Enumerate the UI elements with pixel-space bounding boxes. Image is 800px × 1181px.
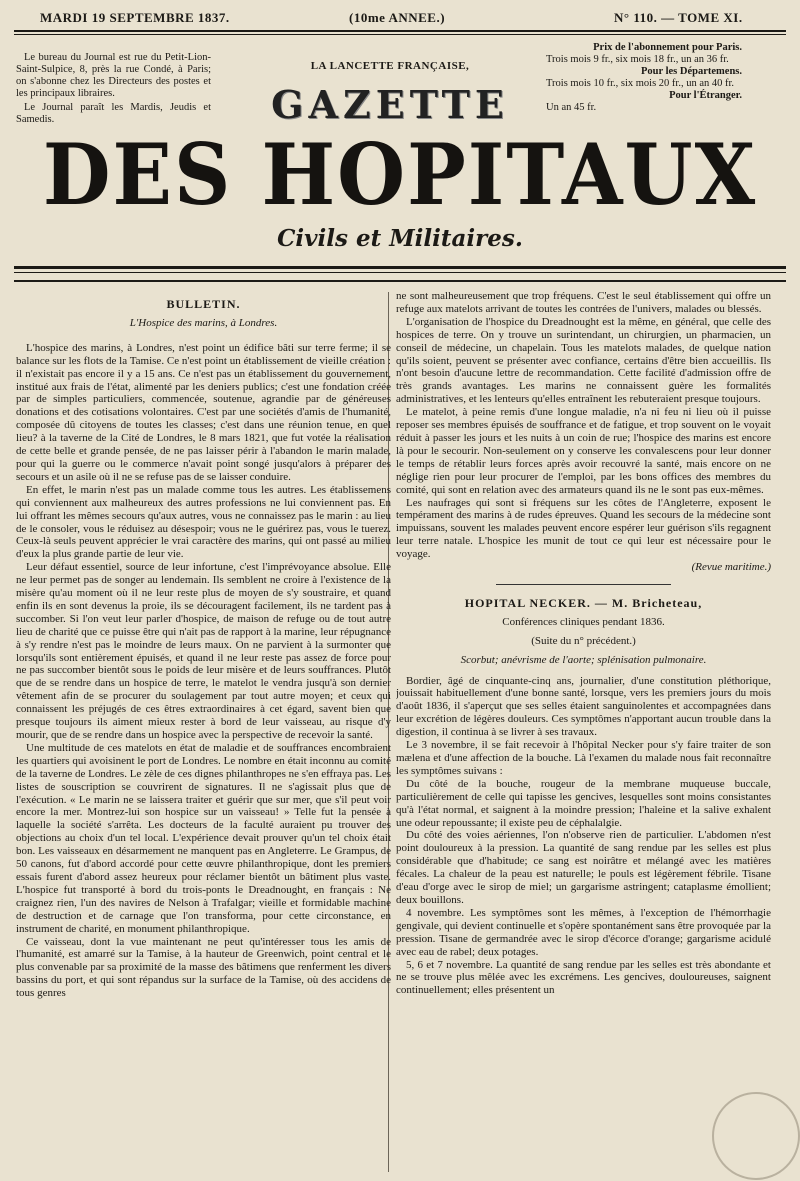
top-rule [14,30,786,32]
price-box [546,42,742,114]
bulletin-heading: BULLETIN. [166,297,241,311]
article-paragraph: 5, 6 et 7 novembre. La quantité de sang rendue par les selles est très abondante et ne se trouve plus mêlée avec les excrémens. Les gencives, douloureuses, saignent continuellement; elles présentent un [396,958,771,997]
dept-prices: Trois mois 10 fr., six mois 20 fr., un an 40 fr. [546,78,735,89]
section-topic: Scorbut; anévrisme de l'aorte; splénisation pulmonaire. [460,653,707,666]
article-paragraph: L'organisation de l'hospice du Dreadnought est la même, en général, que celle des hospices de terre. On y trouve un surintendant, un chirurgien, un pharmacien, un conseil de médecine, un chapelain. Tous les matelots malades, de quelque nation qu'ils soient, peuvent se présenter avec confiance, certains d'être bien accueillis. Ils n'ont besoin d'aucune lettre de recommandation. Cette facilité d'admission offre de très grands avantages. Les marins ne connaissent guère les formalités administratives, et les lenteurs qu'elles entraînent les rebuteraient presque toujours. [396,315,771,406]
article-paragraph: En effet, le marin n'est pas un malade comme tous les autres. Les établissemens qui conviennent aux malheureux des autres professions ne lui conviennent pas. En lui offrant les mêmes secours qu'aux autres, vous ne connaissez pas le marin : au lieu de le consoler, vous le réduisez au désespoir; vous ne le guérirez pas, vous le tuerez. Ceux-là seuls peuvent apprécier le vrai caractère des marins, qui ont passé au milieu d'eux la plus grande partie de leur vie. [16,483,391,561]
lancette-subtitle: LA LANCETTE FRANÇAISE, [310,60,470,72]
dept-price-title: Pour les Départemens. [641,66,742,77]
dateline [14,10,786,28]
article-paragraph: Ce vaisseau, dont la vue maintenant ne peut qu'intéresser tous les amis de l'humanité, est amarré sur la Tamise, à la hauteur de Greenwich, point central et le plus convenable par sa proximité de la masse des bâtimens que renferment les divers bassins du port, et qui sont répandus sur la surface de la Tamise, où des accidens de tous genres [16,935,391,1000]
issue-year: (10me ANNEE.) [349,10,446,25]
article-paragraph: Les naufrages qui sont si fréquens sur les côtes de l'Angleterre, exposent le tempérament des marins à de rudes épreuves. Quand les secours de la médecine sont impuissans, souvent les malades peuvent encore espérer leur guérison s'ils regagnent leur terre natale. L'hospice les munit de tout ce qui leur est nécessaire pour le voyage. [396,496,771,561]
section-subheading: Conférences cliniques pendant 1836. [502,615,665,628]
publication-days: Le Journal paraît les Mardis, Jeudis et Samedis. [16,102,211,125]
article-paragraph: Une multitude de ces matelots en état de maladie et de souffrances encombraient les quartiers qui avoisinent le port de Londres. Le nombre en était inconnu au comité de la taverne de Londres. Le zèle de ces dignes philanthropes ne s'en effraya pas. Les listes de souscription se couvrirent de signatures. Il ne s'agissait plus que de l'exécution. « Le marin ne se laissera traiter et guérir que sur mer, que s'il peut voir encore la mer. Montrez-lui son hospice sur un vaisseau! » Telle fut la pensée à laquelle la société s'arrêta. Les docteurs de la faculté auraient pu trouver des objections au choix d'un tel local. L'expérience devait prouver qu'un tel choix était bon. Les vaisseaux en désarmement ne manquent pas en Angleterre. Le Grampus, de 50 canons, fut d'abord accordé pour cette œuvre philanthropique, dont les premiers essais furent d'abord assez heureux pour réclamer bientôt un bâtiment plus vaste. L'hospice fut transporté à bord du trois-ponts le Dreadnought, en français : Ne craignez rien, l'un des navires de Nelson à Trafalgar; vieille et formidable machine de destruction et de carnage que l'on transforma, pour cette circonstance, en instrument de charité, en monument philanthropique. [16,741,391,935]
section-heading: HOPITAL NECKER. — M. Bricheteau, [464,595,703,610]
office-address: Le bureau du Journal est rue du Petit-Lion-Saint-Sulpice, 8, près la rue Condé, à Paris; on s'abonne chez les Directeurs des postes et les principaux libraires. [16,52,211,99]
library-stamp [712,1092,800,1180]
foreign-price-title: Pour l'Étranger. [669,90,742,101]
right-column [396,290,771,1175]
paris-prices: Trois mois 9 fr., six mois 18 fr., un an 36 fr. [546,54,729,65]
issue-number: N° 110. — TOME XI. [614,10,743,25]
bulletin-subheading: L'Hospice des marins, à Londres. [129,316,278,329]
gazette-title: GAZETTE [271,82,509,127]
newspaper-subtitle: Civils et Militaires. [277,225,523,252]
section-divider [496,584,671,585]
foreign-prices: Un an 45 fr. [546,102,597,113]
issue-date: MARDI 19 SEPTEMBRE 1837. [40,10,230,25]
article-paragraph: Le matelot, à peine remis d'une longue maladie, n'a ni feu ni lieu où il puisse reposer ses membres épuisés de souffrance et de fatigue, et trop souvent on le voyait réduit à passer les jours et les nuits à un coin de rue; l'hospice des marins est encore là pour le secourir. Non-seulement on y conserve les convalescens pour leur donner le temps de rétablir leurs forces après avoir recouvré la santé, mais encore on ne néglige rien pour leur procurer de l'emploi, par les bons offices des membres du comité, qui sont en relation avec des armateurs quand ils ne le sont pas eux-mêmes. [396,406,771,496]
top-rule-thin [14,34,786,35]
subscription-info [16,52,211,128]
article-paragraph: L'hospice des marins, à Londres, n'est point un édifice bâti sur terre ferme; il se balance sur les flots de la Tamise. Ce n'est point un établissement de vieille création : il n'existait pas encore il y a 15 ans. Ce n'est pas un établissement du gouvernement, institué aux frais de l'état, alimenté par les deniers publics; c'est une fondation créée par de simples particuliers, commencée, soutenue, agrandie par de généreuses donations et des cotisations volontaires. C'est par une sociétés d'amis de l'humanité, composée dû citoyens de toutes les classes; c'est dans une réunion tenue, en quel lieu? à la taverne de la Cité de Londres, le 8 mars 1821, que fut votée la réalisation de cette belle et grande pensée, de ne pas laisser périr à l'abandon le marin malade, pour qui la guerre ou le commerce n'avait point songé jusqu'alors à préparer des secours et un asile où il ne se refuse pas de se laisser conduire. [16,341,391,483]
left-column [16,290,391,1175]
newspaper-title: DES HOPITAUX [42,126,758,225]
masthead-rule-bottom [14,280,786,282]
masthead-rule-thin [14,272,786,273]
article-paragraph: Bordier, âgé de cinquante-cinq ans, journalier, d'une constitution pléthorique, jouissait habituellement d'une bonne santé, lorsque, vers les premiers jours du mois d'août 1836, il s'aperçut que ses selles étaient sanguinolentes et accompagnées dans leur excrétion de légères douleurs. Ces symptômes n'apportant aucun trouble dans la digestion, il continua à se livrer à ses travaux. [396,674,771,739]
article-paragraph: Du côté des voies aériennes, l'on n'observe rien de particulier. L'abdomen n'est point douloureux à la pression. La quantité de sang rendue par les selles est plus considérable que d'habitude; ce sang est noirâtre et mélangé avec les matières fécales. La chaleur de la peau est naturelle; le pouls est légèrement fébrile. Tisane d'eau d'orge avec le sirop de miel; un gargarisme astringent; cataplasme émollient; deux bouillons. [396,829,771,906]
masthead-rule [14,266,786,269]
article-source: (Revue maritime.) [691,561,771,574]
paris-price-title: Prix de l'abonnement pour Paris. [593,42,742,53]
section-note: (Suite du n° précédent.) [531,634,636,647]
article-paragraph: ne sont malheureusement que trop fréquens. C'est le seul établissement qui offre un refuge aux matelots arrivant de toutes les contrées de l'univers, malades ou blessés. [396,290,771,315]
article-paragraph: Du côté de la bouche, rougeur de la membrane muqueuse buccale, particulièrement de celle qui tapisse les gencives, lesquelles sont moins consistantes qu'à l'état normal, et saignent à la moindre pression; l'haleine et la salive exhalent une odeur repoussante; il existe peu de céphalalgie. [396,777,771,829]
article-paragraph: 4 novembre. Les symptômes sont les mêmes, à l'exception de l'hémorrhagie gengivale, qui devient continuelle et s'opère spontanément sans être provoquée par la pression. Tisane de germandrée avec le sirop d'écorce d'orange; gargarisme acidulé avec eau de rabel; deux potages. [396,906,771,958]
article-paragraph: Le 3 novembre, il se fait recevoir à l'hôpital Necker pour s'y faire traiter de son mælena et d'une affection de la bouche. Là l'examen du malade nous fait reconnaître les symptômes suivans : [396,739,771,777]
article-paragraph: Leur défaut essentiel, source de leur infortune, c'est l'imprévoyance absolue. Elle ne leur permet pas de songer au lendemain. Ils semblent ne croire à l'existence de la misère qu'au moment où il ne leur reste plus de moyen de s'y soustraire, et quand enfin ils en sont devenus la proie, ils se découragent facilement, ils ne tardent pas à succomber. Si l'on veut leur parler d'hospice, de maison de refuge ou de tout autre lieu de charité que ce puisse être qui n'ait pas de rapport à la marine, leur répugnance à s'y rendre n'est pas le moindre de leurs maux. On ne parvient à la surmonter que lorsqu'ils sont entièrement épuisés, et quand il ne leur reste pas assez de force pour ne pas succomber bientôt sous le poids de leur misère et de leurs souffrances. Plutôt que de se rendre dans un hospice de terre, le matelot le vendra jusqu'à son dernier vêtement afin de se procurer du soulagement par tout autre moyen; et ceux qui connaissent les préjugés de ces êtres extraordinaires à cet égard, savent bien que presque toujours ils aiment mieux rester à bord de leur vaisseau, au risque d'y mourir, que de se rendre dans un hospice avec la perspective de recevoir la santé. [16,561,391,741]
